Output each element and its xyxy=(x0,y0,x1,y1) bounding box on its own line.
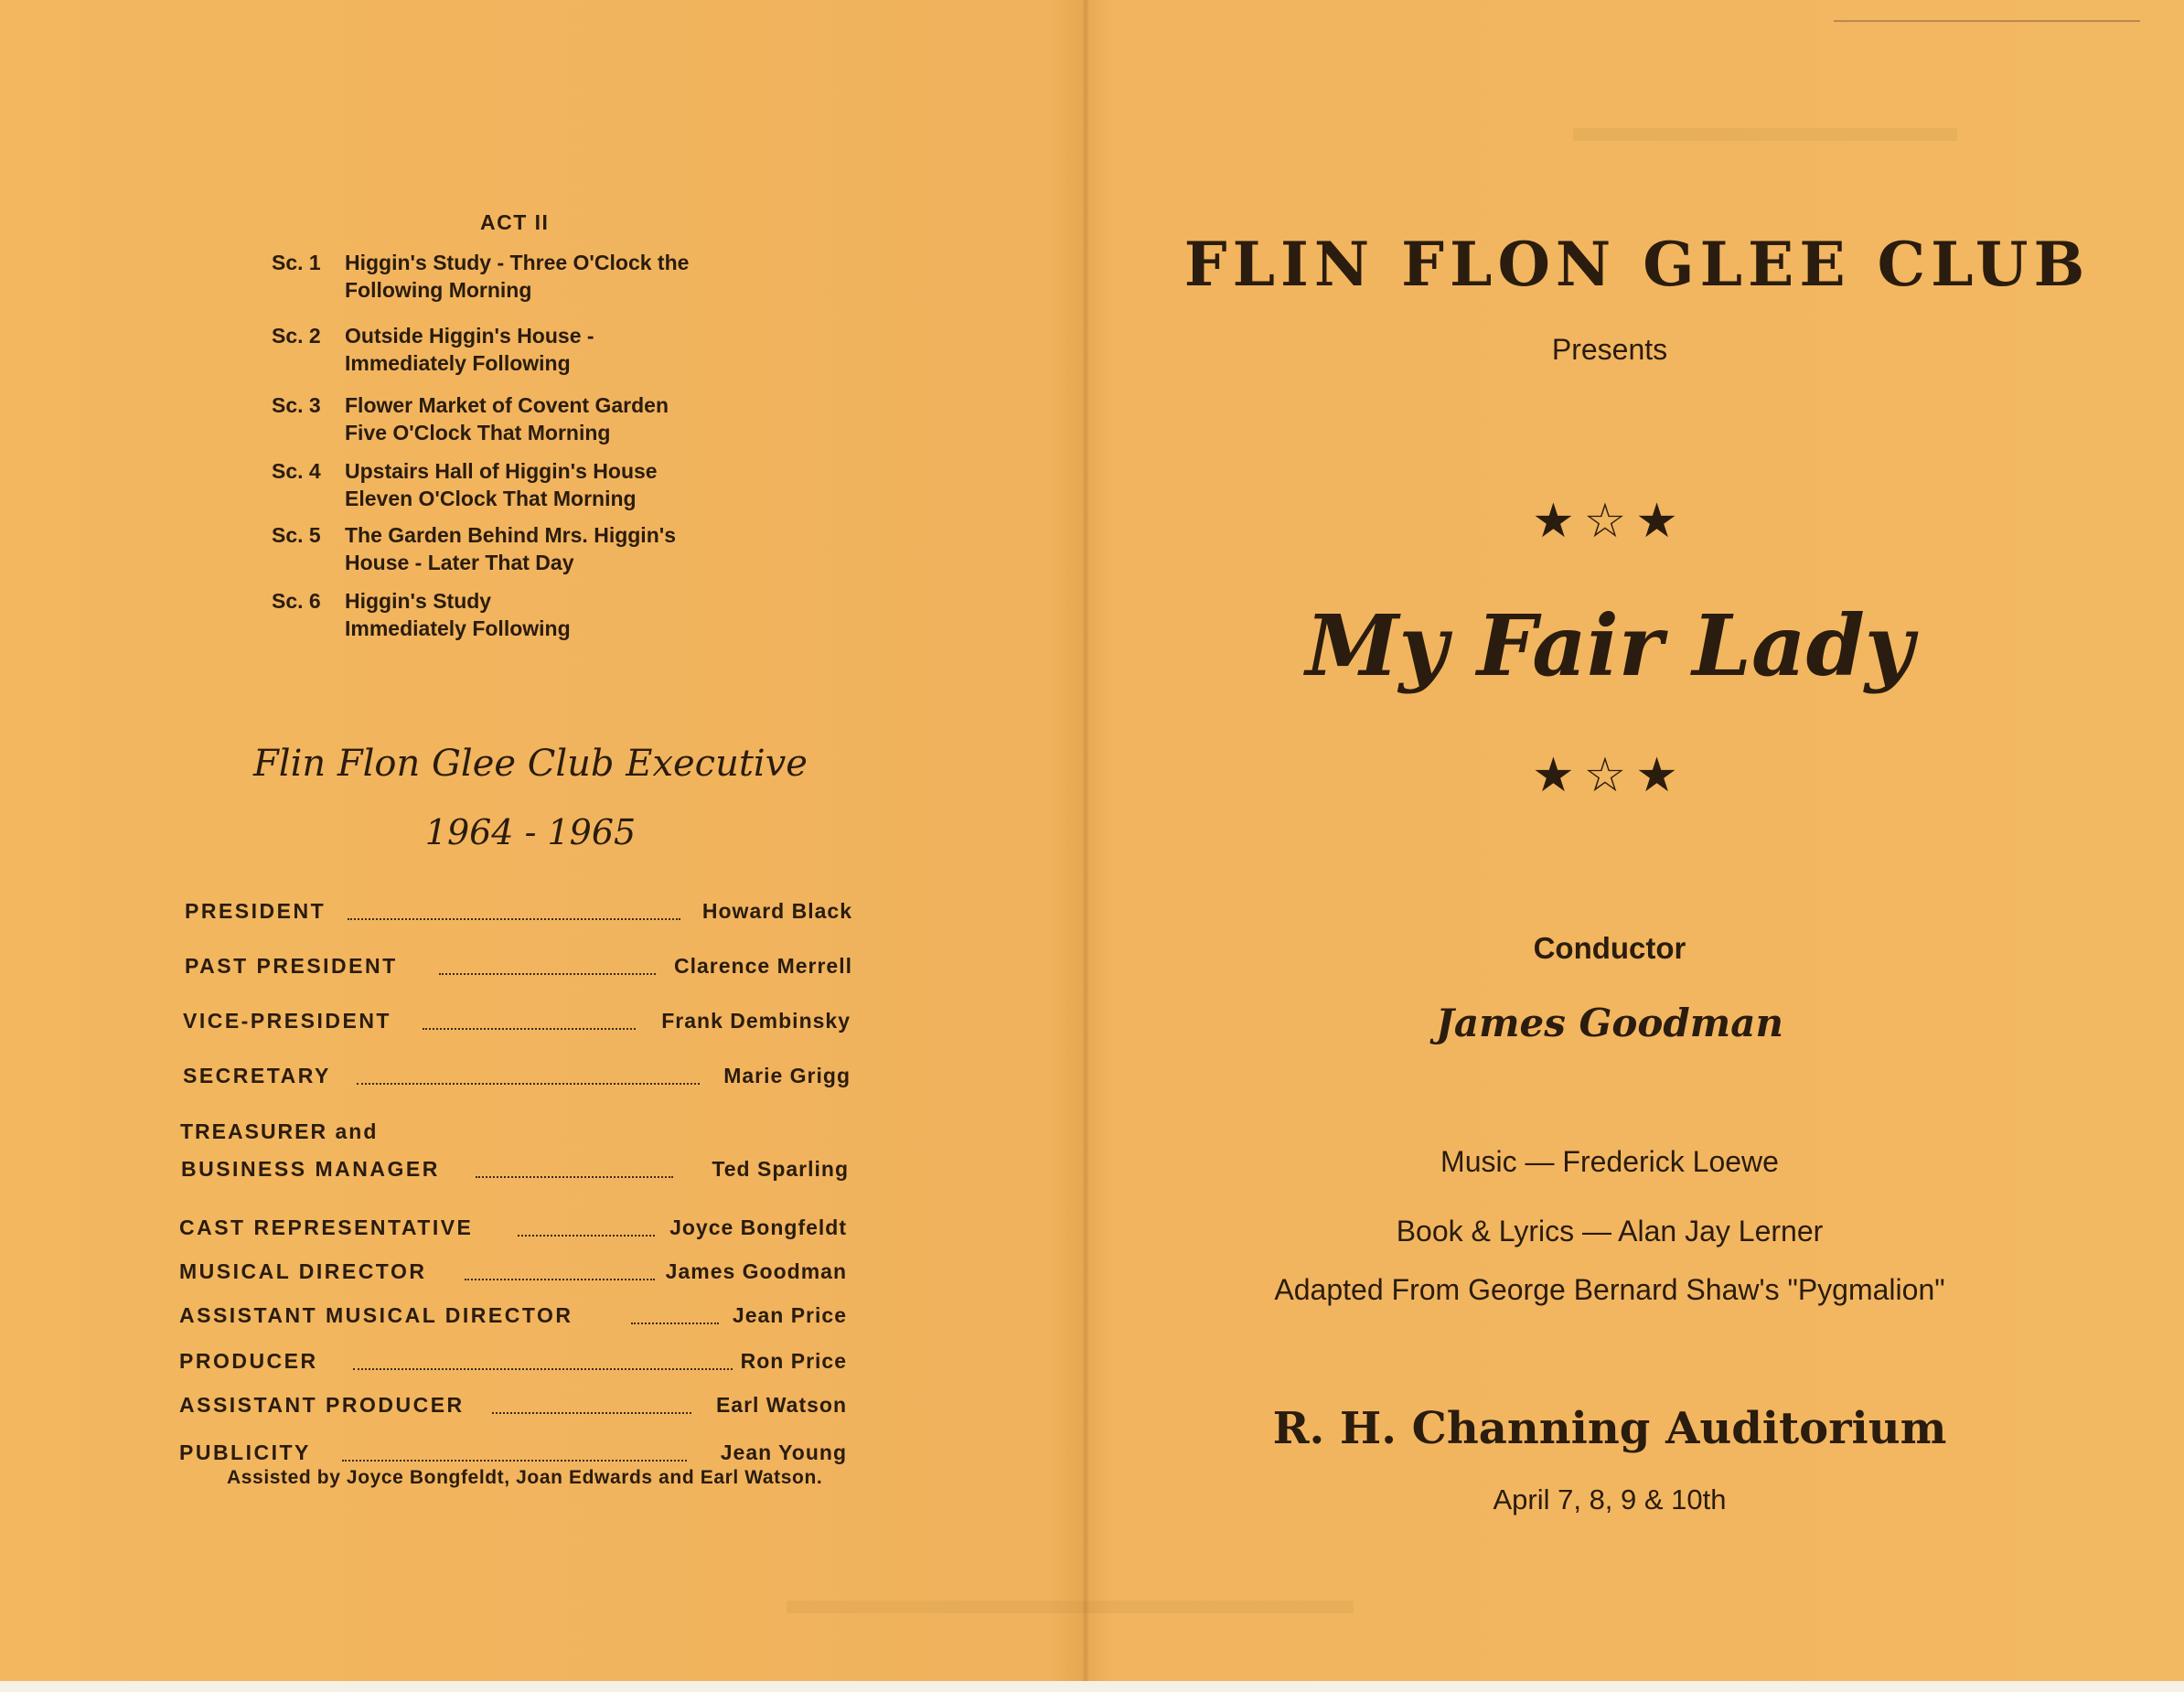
scene-item xyxy=(272,521,676,576)
conductor-label: Conductor xyxy=(1533,931,1686,965)
office-row xyxy=(179,1390,847,1421)
office-row xyxy=(179,1213,847,1244)
office-row xyxy=(179,1257,847,1288)
center-fold xyxy=(1082,0,1089,1692)
office-holder: Earl Watson xyxy=(715,1393,847,1417)
office-role: BUSINESS MANAGER xyxy=(181,1157,440,1181)
scene-number: Sc. 5 xyxy=(272,523,321,547)
presents-label: Presents xyxy=(1551,333,1668,366)
scene-number: Sc. 3 xyxy=(272,393,321,417)
office-role: ASSISTANT PRODUCER xyxy=(179,1393,465,1417)
scene-number: Sc. 1 xyxy=(272,251,321,274)
scene-line: Upstairs Hall of Higgin's House xyxy=(345,459,658,483)
dot-leader xyxy=(342,1460,687,1462)
office-row xyxy=(181,1154,849,1185)
scene-line: Immediately Following xyxy=(345,351,571,375)
office-role: PUBLICITY xyxy=(179,1440,311,1464)
office-holder: James Goodman xyxy=(665,1259,847,1283)
office-role: MUSICAL DIRECTOR xyxy=(179,1259,427,1283)
scene-item xyxy=(272,322,594,377)
treasurer-label: TREASURER and xyxy=(180,1119,379,1143)
club-title: FLIN FLON GLEE CLUB xyxy=(1183,229,2091,300)
office-row xyxy=(179,1301,847,1332)
scene-line: Eleven O'Clock That Morning xyxy=(345,487,637,510)
performance-dates: April 7, 8, 9 & 10th xyxy=(1493,1483,1727,1515)
dot-leader xyxy=(353,1368,733,1370)
top-rule xyxy=(1834,20,2140,22)
scene-line: Flower Market of Covent Garden xyxy=(345,393,669,417)
scene-number: Sc. 4 xyxy=(272,459,321,483)
paper-bottom-edge xyxy=(0,1681,2184,1692)
publicity-assistants-note: Assisted by Joyce Bongfeldt, Joan Edwards and Earl Watson. xyxy=(227,1467,823,1488)
office-holder: Joyce Bongfeldt xyxy=(669,1215,847,1239)
dot-leader xyxy=(476,1176,673,1178)
dot-leader xyxy=(357,1083,700,1085)
office-role: SECRETARY xyxy=(183,1064,331,1087)
bleed-through-shadow xyxy=(787,1573,1354,1613)
office-holder: Jean Young xyxy=(720,1440,847,1464)
office-role: PRESIDENT xyxy=(185,899,327,923)
office-holder: Howard Black xyxy=(701,899,852,923)
scene-item xyxy=(272,391,669,446)
scene-line: Higgin's Study xyxy=(345,589,492,613)
dot-leader xyxy=(492,1412,691,1414)
show-title: My Fair Lady xyxy=(1305,596,1914,695)
office-row xyxy=(185,951,852,982)
scene-line: Five O'Clock That Morning xyxy=(345,421,611,444)
scene-item xyxy=(272,249,689,304)
conductor-name: James Goodman xyxy=(1436,1001,1783,1045)
scene-number: Sc. 2 xyxy=(272,324,321,348)
scene-item xyxy=(272,587,571,642)
dot-leader xyxy=(423,1028,636,1030)
star-ornament-icon: ★☆★ xyxy=(1532,495,1687,548)
executive-title: Flin Flon Glee Club Executive xyxy=(253,743,808,785)
office-holder: Clarence Merrell xyxy=(674,954,852,978)
office-row xyxy=(183,1006,851,1037)
scene-line: House - Later That Day xyxy=(345,551,574,574)
office-role: PAST PRESIDENT xyxy=(185,954,398,978)
office-holder: Marie Grigg xyxy=(723,1064,851,1087)
office-holder: Ted Sparling xyxy=(712,1157,849,1181)
act-title: ACT II xyxy=(480,210,550,234)
book-lyrics-credit: Book & Lyrics — Alan Jay Lerner xyxy=(1396,1215,1824,1248)
office-row xyxy=(185,896,852,927)
music-credit: Music — Frederick Loewe xyxy=(1440,1145,1779,1178)
office-row xyxy=(179,1346,847,1377)
scene-number: Sc. 6 xyxy=(272,589,321,613)
office-role: CAST REPRESENTATIVE xyxy=(179,1215,474,1239)
dot-leader xyxy=(631,1323,719,1324)
office-role: VICE-PRESIDENT xyxy=(183,1009,391,1033)
scene-line: The Garden Behind Mrs. Higgin's xyxy=(345,523,677,547)
scene-item xyxy=(272,457,658,512)
office-holder: Frank Dembinsky xyxy=(661,1009,851,1033)
office-holder: Ron Price xyxy=(740,1349,847,1373)
dot-leader xyxy=(465,1279,655,1280)
adaptation-credit: Adapted From George Bernard Shaw's "Pygmalion" xyxy=(1274,1273,1945,1306)
star-ornament-icon: ★☆★ xyxy=(1532,749,1687,802)
venue-name: R. H. Channing Auditorium xyxy=(1272,1403,1947,1454)
dot-leader xyxy=(439,973,656,975)
scene-line: Following Morning xyxy=(345,278,532,302)
executive-years: 1964 - 1965 xyxy=(424,812,637,852)
office-row xyxy=(179,1438,847,1469)
scene-line: Higgin's Study - Three O'Clock the xyxy=(345,251,690,274)
dot-leader xyxy=(518,1235,655,1237)
office-holder: Jean Price xyxy=(732,1303,847,1327)
scene-line: Immediately Following xyxy=(345,616,571,640)
office-role: ASSISTANT MUSICAL DIRECTOR xyxy=(179,1303,573,1327)
bleed-through-shadow xyxy=(1573,101,1957,141)
scene-line: Outside Higgin's House - xyxy=(345,324,594,348)
dot-leader xyxy=(348,918,680,920)
office-row xyxy=(183,1061,851,1092)
office-role: PRODUCER xyxy=(179,1349,318,1373)
